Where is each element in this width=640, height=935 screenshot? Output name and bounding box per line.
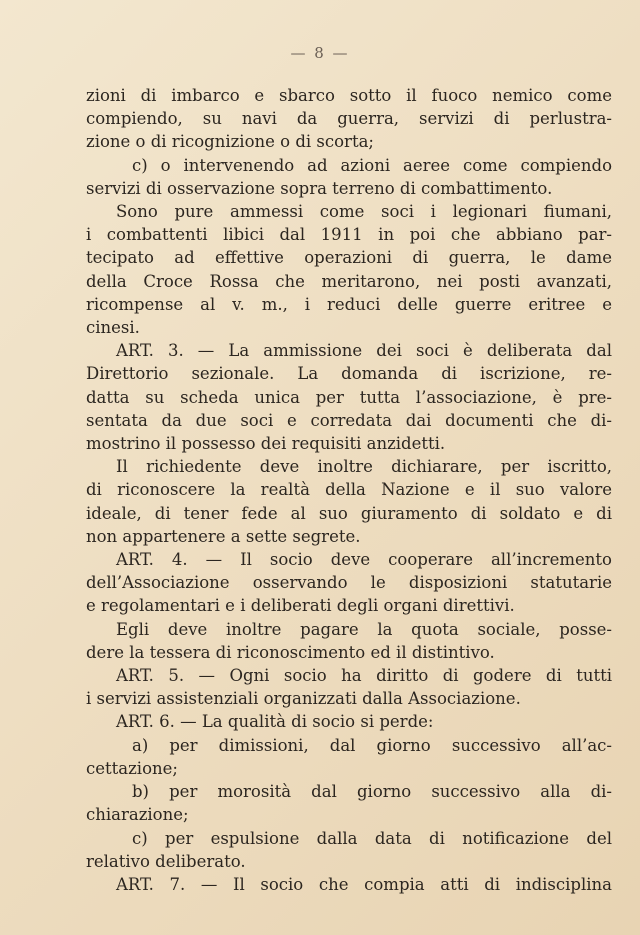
text-line: non appartenere a sette segrete. xyxy=(86,526,361,546)
text-line: mostrino il possesso dei requisiti anzidetti. xyxy=(86,434,446,454)
text-line: i servizi assistenziali organizzati dalla Associazione. xyxy=(86,689,521,709)
text-line: ART. 6. — La qualità di socio si perde: xyxy=(116,712,434,732)
text-line: sentata da due soci e corredata dai documenti che di- xyxy=(86,410,612,430)
body-text xyxy=(86,84,612,896)
text-line: c) o intervenendo ad azioni aeree come compiendo xyxy=(132,155,612,175)
text-line: Il richiedente deve inoltre dichiarare, per iscritto, xyxy=(116,457,612,477)
text-line: ART. 7. — Il socio che compia atti di indisciplina xyxy=(116,874,612,894)
page-number: — 8 — xyxy=(290,44,350,62)
text-line: i combattenti libici dal 1911 in poi che abbiano par- xyxy=(86,225,612,245)
text-line: ART. 3. — La ammissione dei soci è deliberata dal xyxy=(116,341,612,361)
text-line: e regolamentari e i deliberati degli organi direttivi. xyxy=(86,596,515,616)
text-line: compiendo, su navi da guerra, servizi di perlustra- xyxy=(86,109,612,129)
text-line: a) per dimissioni, dal giorno successivo all’ac- xyxy=(132,735,612,755)
text-line: ART. 4. — Il socio deve cooperare all’incremento xyxy=(116,550,612,570)
text-line: zione o di ricognizione o di scorta; xyxy=(86,132,374,152)
text-line: c) per espulsione dalla data di notificazione del xyxy=(132,828,612,848)
text-line: ricompense al v. m., i reduci delle guerre eritree e xyxy=(86,294,612,314)
text-line: ART. 5. — Ogni socio ha diritto di godere di tutti xyxy=(116,666,612,686)
text-line: servizi di osservazione sopra terreno di combattimento. xyxy=(86,178,553,198)
text-line: ideale, di tener fede al suo giuramento di soldato e di xyxy=(86,503,612,523)
text-line: dell’Associazione osservando le disposizioni statutarie xyxy=(86,573,612,593)
text-line: tecipato ad effettive operazioni di guerra, le dame xyxy=(86,248,612,268)
text-line: di riconoscere la realtà della Nazione e il suo valore xyxy=(86,480,612,500)
text-line: Sono pure ammessi come soci i legionari fiumani, xyxy=(116,202,612,222)
text-line: della Croce Rossa che meritarono, nei posti avanzati, xyxy=(86,271,612,291)
text-line: cettazione; xyxy=(86,758,178,778)
text-line: relativo deliberato. xyxy=(86,851,246,871)
text-line: Direttorio sezionale. La domanda di iscrizione, re- xyxy=(86,364,612,384)
text-line: Egli deve inoltre pagare la quota sociale, posse- xyxy=(116,619,612,639)
text-line: b) per morosità dal giorno successivo alla di- xyxy=(132,782,612,802)
text-line: dere la tessera di riconoscimento ed il distintivo. xyxy=(86,642,495,662)
text-line: zioni di imbarco e sbarco sotto il fuoco nemico come xyxy=(86,86,612,105)
text-line: cinesi. xyxy=(86,318,140,338)
text-line: chiarazione; xyxy=(86,805,189,825)
text-line: datta su scheda unica per tutta l’associazione, è pre- xyxy=(86,387,612,407)
